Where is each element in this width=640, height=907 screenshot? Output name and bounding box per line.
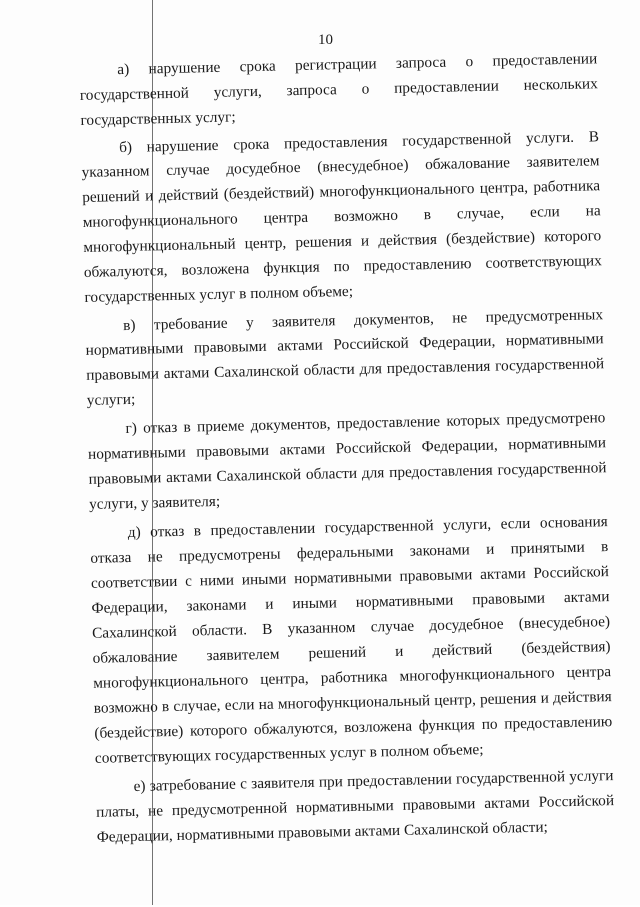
paragraph-b-line-6: обжалуются, возложена функция по предоставлению соответствующих [83, 252, 602, 281]
paragraph-a-line-3: государственных услуг; [80, 108, 236, 129]
paragraph-d-line-2: отказа не предусмотрены федеральными законами и принятыми в [90, 538, 609, 567]
paragraph-d-line-9: (бездействие) которого обжалуются, возложена функция по предоставлению [94, 713, 613, 742]
paragraph-a-line-1: а) нарушение срока регистрации запроса о предоставлении [117, 50, 598, 79]
paragraph-b-line-7: государственных услуг в полном объеме; [84, 282, 354, 306]
paragraph-d-line-1: д) отказ в предоставлении государственной услуги, если основания [127, 513, 608, 542]
paragraph-v-line-4: услуги; [86, 390, 136, 409]
paragraph-b-line-3: решений и действий (бездействий) многофункционального центра, работника [82, 177, 601, 206]
paragraph-d-line-10: соответствующих государственных услуг в полном объеме; [94, 741, 484, 767]
paragraph-d-line-3: соответствии с ними иными нормативными правовыми актами Российской [90, 563, 610, 592]
paragraph-g-line-1: г) отказ в приеме документов, предоставление которых предусмотрено [125, 409, 606, 438]
paragraph-v-line-1: в) требование у заявителя документов, не предусмотренных [122, 306, 604, 335]
paragraph-b-line-5: многофункциональный центр, решения и действия (бездействие) которого [83, 227, 602, 256]
paragraph-d-line-4: Федерации, законами и иными нормативными правовыми актами [91, 588, 610, 617]
paragraph-v-line-2: нормативными правовыми актами Российской Федерации, нормативными [85, 330, 604, 359]
paragraph-d-line-8: возможно в случае, если на многофункциональный центр, решения и действия [93, 688, 612, 717]
paragraph-b-line-2: указанном случае досудебное (внесудебное) обжалование заявителем [81, 152, 600, 181]
paragraph-g-line-3: правовыми актами Сахалинской области для предоставления государственной [88, 459, 607, 488]
paragraph-v-line-3: правовыми актами Сахалинской области для предоставления государственной [86, 355, 605, 384]
paragraph-d-line-7: многофункционального центра, работника многофункционального центра [93, 663, 612, 692]
page-number: 10 [318, 32, 333, 48]
paragraph-e-line-2: платы, не предусмотренной нормативными правовыми актами Российской [95, 792, 615, 821]
paragraph-g-line-4: услуги, у заявителя; [88, 492, 221, 513]
paragraph-d-line-5: Сахалинской области. В указанном случае досудебное (внесудебное) [91, 613, 611, 642]
paragraph-b-line-4: многофункционального центра возможно в случае, если на [82, 202, 601, 231]
paragraph-a-line-2: государственной услуги, запроса о предоставлении нескольких [79, 75, 598, 104]
paragraph-d-line-6: обжалование заявителем решений и действий (бездействия) [92, 638, 611, 667]
paragraph-g-line-2: нормативными правовыми актами Российской Федерации, нормативными [87, 434, 607, 463]
paragraph-b-line-1: б) нарушение срока предоставления государственной услуги. В [118, 128, 600, 157]
paragraph-e-line-1: е) затребование с заявителя при предоставлении государственной услуги [133, 767, 614, 795]
paragraph-e-line-3: Федерации, нормативными правовыми актами Сахалинской области; [96, 818, 548, 846]
